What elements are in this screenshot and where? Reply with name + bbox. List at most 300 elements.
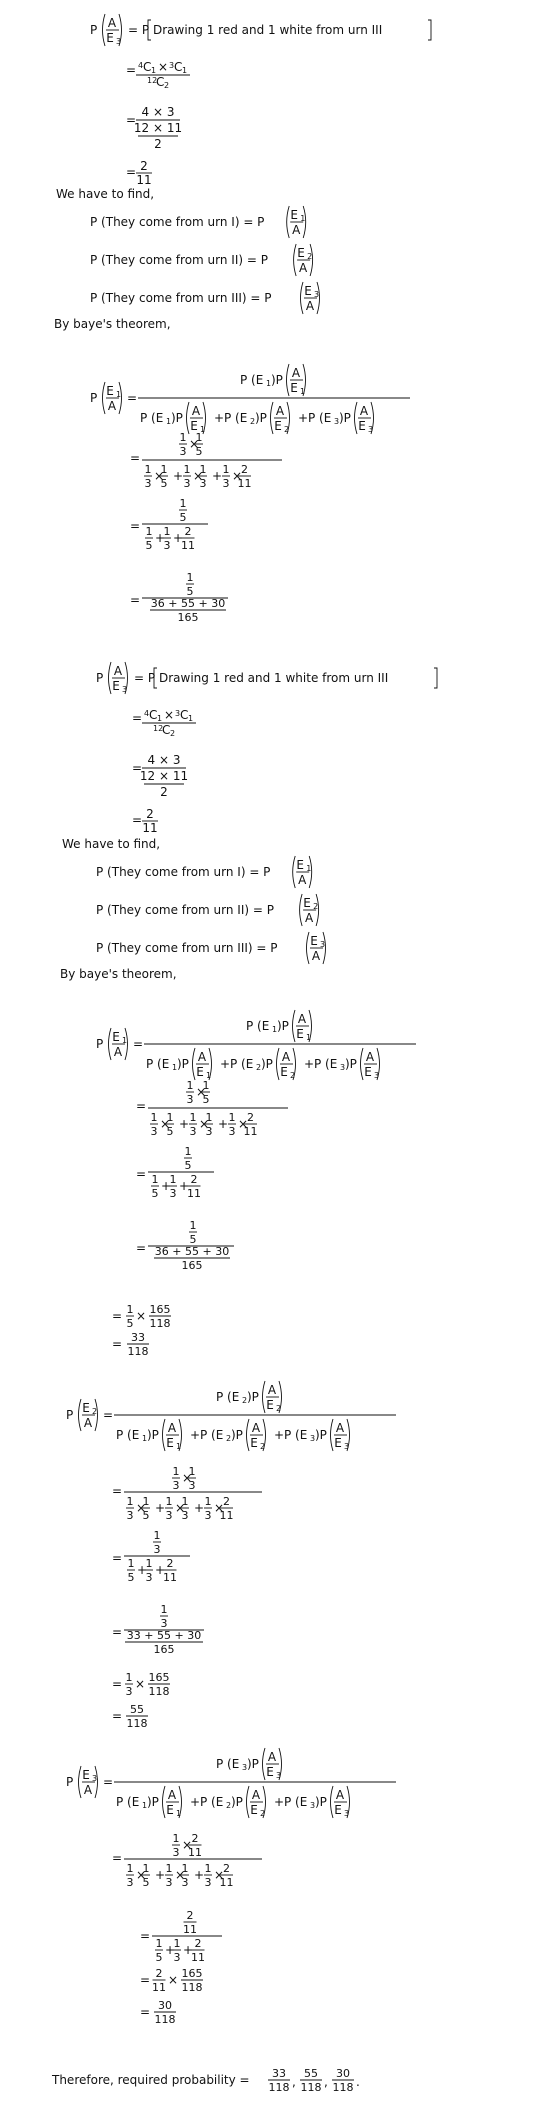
equals: = [136, 1099, 147, 1113]
prob: )P [315, 1795, 327, 1809]
denominator: 3 [160, 1617, 168, 1630]
plus: + [155, 1501, 166, 1515]
combination: C [162, 723, 171, 737]
denominator: 5 [151, 1187, 159, 1200]
denominator: 11 [188, 1846, 202, 1859]
numerator: 1 [165, 1495, 173, 1508]
event: E [82, 1401, 90, 1415]
denominator: 5 [202, 1093, 210, 1106]
event-a: A [251, 1788, 261, 1802]
prob: P (E [224, 411, 248, 425]
numerator: 33 [131, 1331, 145, 1344]
denominator: 118 [149, 1317, 171, 1330]
subscript: 3 [116, 37, 122, 46]
denominator: 5 [166, 1125, 174, 1138]
plus: + [165, 1943, 176, 1957]
left-paren [103, 382, 106, 414]
plus: + [137, 1563, 148, 1577]
subscript: 1 [200, 425, 206, 434]
prob: P [96, 1037, 104, 1051]
denominator: 11 [181, 539, 195, 552]
we-have-to-find: We have to find, [62, 837, 161, 851]
subscript: 1 [122, 1036, 128, 1045]
denominator: 3 [165, 1509, 173, 1522]
times: × [168, 1973, 179, 1987]
event: E [296, 858, 304, 872]
numerator: 1 [195, 431, 203, 444]
prob: P [96, 671, 104, 685]
denominator: 3 [181, 1509, 189, 1522]
plus: + [161, 1179, 172, 1193]
times: × [214, 1868, 225, 1882]
numerator: 4 × 3 [147, 753, 181, 767]
numerator: 33 [272, 2067, 286, 2080]
superscript: 3 [175, 709, 181, 718]
event-a: A [197, 1050, 207, 1064]
left-paren [79, 1766, 82, 1798]
equals: = [130, 451, 141, 465]
left-paren [287, 206, 290, 238]
denominator: 5 [155, 1951, 163, 1964]
probability-statement: P (They come from urn III) = P [96, 941, 278, 955]
times: × [199, 1117, 210, 1131]
combination: C [156, 75, 165, 89]
denominator: 3 [163, 539, 171, 552]
combination: C [174, 60, 183, 74]
event: E [250, 1436, 258, 1450]
numerator: 1 [160, 463, 168, 476]
numerator: 165 [148, 1671, 170, 1684]
plus: + [155, 1563, 166, 1577]
prob: )P [339, 411, 351, 425]
denominator: 3 [169, 1187, 177, 1200]
plus: + [179, 1117, 190, 1131]
denominator: 5 [160, 477, 168, 490]
event-a: A [191, 404, 201, 418]
event-a: A [267, 1383, 277, 1397]
prob: )P [247, 1757, 259, 1771]
plus: + [155, 531, 166, 545]
prob: P (E [240, 373, 264, 387]
equals: = [112, 1309, 123, 1323]
subscript: 1 [151, 66, 157, 75]
event-description: Drawing 1 red and 1 white from urn III [159, 671, 389, 685]
numerator: 1 [145, 525, 153, 538]
subscript: 1 [142, 1434, 148, 1443]
plus: + [218, 1117, 229, 1131]
right-bracket [434, 668, 437, 688]
prob: P (E [116, 1795, 140, 1809]
separator: . [356, 2075, 360, 2089]
subscript: 1 [266, 379, 272, 388]
numerator: 1 [186, 571, 194, 584]
subscript: 2 [164, 81, 170, 90]
numerator: 1 [150, 1111, 158, 1124]
numerator: 1 [126, 1303, 134, 1316]
event: E [166, 1436, 174, 1450]
event: E [304, 284, 312, 298]
times: × [232, 469, 243, 483]
left-bracket [148, 20, 151, 40]
denominator: 5 [142, 1509, 150, 1522]
equals: = [112, 1625, 123, 1639]
numerator: 2 [191, 1832, 199, 1845]
denominator: 3 [204, 1876, 212, 1889]
equals: = [130, 593, 141, 607]
subscript: 3 [374, 1071, 380, 1080]
prob: P (E [140, 411, 164, 425]
left-paren [103, 14, 106, 46]
left-paren [277, 1048, 280, 1080]
event: E [334, 1436, 342, 1450]
denominator: 5 [195, 445, 203, 458]
event: E [290, 208, 298, 222]
equals: = [132, 711, 143, 725]
event-a: A [335, 1788, 345, 1802]
numerator: 1 [183, 463, 191, 476]
denominator: 118 [332, 2081, 354, 2094]
subscript: 3 [368, 425, 374, 434]
prob: )P [247, 1390, 259, 1404]
denominator: 3 [173, 1951, 181, 1964]
denominator: 165 [177, 611, 199, 624]
subscript: 2 [226, 1434, 232, 1443]
denominator: 2 [154, 137, 162, 151]
numerator: 1 [172, 1832, 180, 1845]
numerator: 4 × 3 [141, 105, 175, 119]
equals: = [103, 1408, 114, 1422]
prob: )P [177, 1057, 189, 1071]
subscript: 1 [206, 1071, 212, 1080]
numerator: 1 [155, 1937, 163, 1950]
numerator: 1 [179, 497, 187, 510]
plus: + [194, 1501, 205, 1515]
left-paren [263, 1748, 266, 1780]
combination: C [149, 708, 158, 722]
denominator: 11 [163, 1571, 177, 1584]
prob: P (E [246, 1019, 270, 1033]
event-description: Drawing 1 red and 1 white from urn III [153, 23, 383, 37]
left-paren [331, 1419, 334, 1451]
numerator: 2 [194, 1937, 202, 1950]
combination: C [180, 708, 189, 722]
denominator: 118 [126, 1717, 148, 1730]
equals: = [130, 519, 141, 533]
numerator: 1 [173, 1937, 181, 1950]
equals: = [112, 1484, 123, 1498]
numerator: 1 [205, 1111, 213, 1124]
prob: )P [277, 1019, 289, 1033]
denominator: 5 [189, 1233, 197, 1246]
times: × [175, 1501, 186, 1515]
prob: )P [231, 1428, 243, 1442]
denominator: 3 [144, 477, 152, 490]
event-a: A [292, 223, 301, 237]
plus: + [190, 1795, 201, 1809]
denominator: 3 [172, 1846, 180, 1859]
equals: = [103, 1775, 114, 1789]
numerator: 1 [184, 1145, 192, 1158]
left-paren [293, 1010, 296, 1042]
equals: = [140, 2005, 151, 2019]
subscript: 2 [284, 425, 290, 434]
event-a: A [83, 1416, 93, 1430]
times: × [158, 60, 169, 74]
prob: P (E [116, 1428, 140, 1442]
event: E [112, 1030, 120, 1044]
plus: + [212, 469, 223, 483]
prob: )P [255, 411, 267, 425]
denominator: 3 [183, 477, 191, 490]
numerator: 1 [181, 1495, 189, 1508]
event: E [296, 1027, 304, 1041]
left-paren [361, 1048, 364, 1080]
times: × [136, 1501, 147, 1515]
plus: + [274, 1795, 285, 1809]
subscript: 1 [188, 714, 194, 723]
prob: P (E [308, 411, 332, 425]
denominator: 2 [160, 785, 168, 799]
numerator: 2 [155, 1967, 163, 1980]
numerator: 1 [166, 1111, 174, 1124]
denominator: 3 [222, 477, 230, 490]
denominator: 118 [300, 2081, 322, 2094]
denominator: 165 [153, 1643, 175, 1656]
numerator: 36 + 55 + 30 [154, 1245, 230, 1258]
subscript: 1 [306, 1033, 312, 1042]
plus: + [173, 469, 184, 483]
numerator: 1 [142, 1495, 150, 1508]
numerator: 2 [184, 525, 192, 538]
event: E [310, 934, 318, 948]
prob: P (E [216, 1390, 240, 1404]
numerator: 36 + 55 + 30 [150, 597, 226, 610]
combination: C [143, 60, 152, 74]
denominator: 3 [150, 1125, 158, 1138]
times: × [182, 1838, 193, 1852]
left-paren [301, 282, 304, 314]
numerator: 2 [190, 1173, 198, 1186]
numerator: 1 [151, 1173, 159, 1186]
subscript: 2 [170, 729, 176, 738]
prob: )P [171, 411, 183, 425]
numerator: 2 [186, 1909, 194, 1922]
subscript: 1 [300, 214, 306, 223]
denominator: 3 [153, 1543, 161, 1556]
numerator: 1 [222, 463, 230, 476]
subscript: 2 [92, 1407, 98, 1416]
times: × [238, 1117, 249, 1131]
event: E [364, 1065, 372, 1079]
numerator: 1 [188, 1465, 196, 1478]
denominator: 165 [181, 1259, 203, 1272]
probability-statement: P (They come from urn I) = P [96, 865, 271, 879]
prob: P [90, 23, 98, 37]
subscript: 3 [122, 685, 128, 694]
subscript: 3 [344, 1442, 350, 1451]
probability-statement: P (They come from urn II) = P [90, 253, 268, 267]
subscript: 2 [226, 1801, 232, 1810]
event-a: A [305, 299, 315, 313]
left-paren [300, 894, 303, 926]
denominator: 3 [165, 1876, 173, 1889]
denominator: 11 [191, 1951, 205, 1964]
denominator: 5 [145, 539, 153, 552]
numerator: 1 [127, 1557, 135, 1570]
subscript: 3 [340, 1063, 346, 1072]
denominator: 3 [186, 1093, 194, 1106]
equals: = [112, 1551, 123, 1565]
subscript: 2 [260, 1442, 266, 1451]
equals: = [112, 1337, 123, 1351]
subscript: 1 [176, 1809, 182, 1818]
subscript: 1 [182, 66, 188, 75]
denominator: 11 [243, 1125, 258, 1138]
denominator: 118 [148, 1685, 170, 1698]
numerator: 1 [153, 1529, 161, 1542]
plus: + [304, 1057, 315, 1071]
event-a: A [167, 1788, 177, 1802]
event: E [358, 419, 366, 433]
denominator: 3 [188, 1479, 196, 1492]
plus: + [173, 531, 184, 545]
denominator: 11 [237, 477, 252, 490]
prob: )P [231, 1795, 243, 1809]
subscript: 2 [242, 1396, 248, 1405]
times: × [164, 708, 175, 722]
denominator: 3 [199, 477, 207, 490]
numerator: 12 × 11 [139, 769, 189, 783]
numerator: 1 [125, 1671, 133, 1684]
numerator: 1 [142, 1862, 150, 1875]
subscript: 3 [334, 417, 340, 426]
event-a: A [167, 1421, 177, 1435]
numerator: 2 [241, 463, 248, 476]
prob: P (E [146, 1057, 170, 1071]
prob: P [90, 391, 98, 405]
left-paren [163, 1419, 166, 1451]
numerator: 1 [202, 1079, 210, 1092]
plus: + [155, 1868, 166, 1882]
times: × [136, 1868, 147, 1882]
prob: P (E [314, 1057, 338, 1071]
left-paren [163, 1786, 166, 1818]
left-paren [187, 402, 190, 434]
denominator: 118 [181, 1981, 203, 1994]
subscript: 3 [276, 1771, 282, 1780]
event-a: A [297, 1012, 307, 1026]
times: × [160, 1117, 171, 1131]
event: E [106, 384, 114, 398]
subscript: 2 [276, 1404, 282, 1413]
separator: , [292, 2075, 296, 2089]
numerator: 1 [126, 1862, 134, 1875]
event: E [334, 1803, 342, 1817]
numerator: 33 + 55 + 30 [126, 1629, 202, 1642]
numerator: 165 [181, 1967, 203, 1980]
numerator: 1 [181, 1862, 189, 1875]
plus: + [179, 1179, 190, 1193]
numerator: 1 [169, 1173, 177, 1186]
denominator: 3 [205, 1125, 213, 1138]
subscript: 1 [300, 387, 306, 396]
superscript: 3 [169, 61, 175, 70]
prob: P [66, 1408, 74, 1422]
denominator: 118 [268, 2081, 290, 2094]
subscript: 3 [242, 1763, 248, 1772]
times: × [189, 437, 200, 451]
numerator: 1 [179, 431, 187, 444]
event: E [112, 679, 120, 693]
prob: )P [315, 1428, 327, 1442]
plus: + [183, 1943, 194, 1957]
prob: )P [147, 1795, 159, 1809]
denominator: 11 [187, 1187, 201, 1200]
subscript: 3 [344, 1809, 350, 1818]
plus: + [194, 1868, 205, 1882]
numerator: 1 [189, 1219, 197, 1232]
denominator: 11 [152, 1981, 166, 1994]
denominator: 3 [181, 1876, 189, 1889]
event: E [274, 419, 282, 433]
event-a: A [298, 873, 307, 887]
left-paren [293, 856, 296, 888]
plus: + [190, 1428, 201, 1442]
superscript: 12 [153, 724, 164, 733]
event: E [266, 1765, 274, 1779]
numerator: 1 [163, 525, 171, 538]
numerator: 2 [247, 1111, 254, 1124]
event-a: A [335, 1421, 345, 1435]
subscript: 1 [272, 1025, 278, 1034]
subscript: 1 [166, 417, 172, 426]
subscript: 2 [307, 252, 313, 261]
prob: P (E [200, 1795, 224, 1809]
numerator: 1 [199, 463, 207, 476]
denominator: 118 [154, 2013, 176, 2026]
numerator: 1 [228, 1111, 236, 1124]
subscript: 3 [310, 1434, 316, 1443]
event-a: A [113, 664, 123, 678]
numerator: 1 [172, 1465, 180, 1478]
numerator: 30 [336, 2067, 350, 2080]
separator: , [324, 2075, 328, 2089]
subscript: 1 [116, 390, 122, 399]
left-paren [271, 402, 274, 434]
prob: P (E [230, 1057, 254, 1071]
subscript: 2 [256, 1063, 262, 1072]
left-paren [331, 1786, 334, 1818]
bayes-theorem-label: By baye's theorem, [54, 317, 171, 331]
event: E [297, 246, 305, 260]
probability-statement: P (They come from urn III) = P [90, 291, 272, 305]
prob: )P [271, 373, 283, 387]
left-paren [247, 1419, 250, 1451]
numerator: 1 [145, 1557, 153, 1570]
subscript: 1 [172, 1063, 178, 1072]
event-a: A [107, 16, 117, 30]
left-paren [355, 402, 358, 434]
subscript: 2 [290, 1071, 296, 1080]
denominator: 11 [219, 1509, 234, 1522]
event-a: A [275, 404, 285, 418]
numerator: 1 [165, 1862, 173, 1875]
denominator: 11 [142, 821, 158, 835]
equals: = [112, 1677, 123, 1691]
equals: = [126, 63, 137, 77]
event: E [266, 1398, 274, 1412]
equals: = [136, 1241, 147, 1255]
